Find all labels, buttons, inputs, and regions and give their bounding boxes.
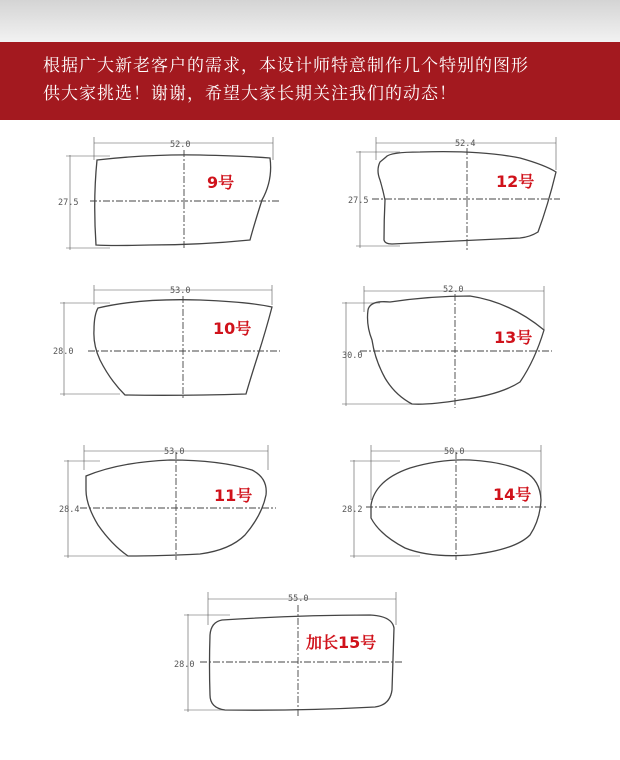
lens-15-width-value: 55.0 (288, 594, 309, 604)
lens-10-diagram (53, 285, 280, 398)
lens-14-label: 14号 (493, 485, 532, 504)
lens-13-outline (368, 296, 545, 404)
lens-10-label: 10号 (213, 319, 252, 338)
lens-15-diagram (174, 592, 404, 716)
lens-13-diagram (342, 285, 552, 408)
banner-text-line-1: 根据广大新老客户的需求，本设计师特意制作几个特别的图形 (43, 56, 529, 76)
lens-10-height-value: 28.0 (53, 347, 74, 357)
lens-14-height-value: 28.2 (342, 505, 363, 515)
lens-11-label: 11号 (214, 486, 253, 505)
lens-9-label: 9号 (207, 173, 235, 192)
lens-12-diagram (348, 137, 560, 250)
lens-9-diagram (58, 137, 280, 250)
banner-text-line-2: 供大家挑选！谢谢，希望大家长期关注我们的动态！ (43, 84, 457, 104)
lens-12-height-value: 27.5 (348, 196, 369, 206)
lens-11-width-value: 53.0 (164, 447, 185, 457)
lens-13-height-value: 30.0 (342, 351, 363, 361)
lens-12-width-value: 52.4 (455, 139, 476, 149)
lens-15-outline (210, 615, 395, 710)
lens-9-width-value: 52.0 (170, 140, 191, 150)
lens-13-label: 13号 (494, 328, 533, 347)
lens-11-height-value: 28.4 (59, 505, 80, 515)
lens-11-diagram (59, 445, 276, 560)
lens-15-label: 加长15号 (306, 633, 377, 652)
lens-10-width-value: 53.0 (170, 286, 191, 296)
lens-12-label: 12号 (496, 172, 535, 191)
lens-13-width-value: 52.0 (443, 285, 464, 295)
lens-15-height-value: 28.0 (174, 660, 195, 670)
lens-14-width-value: 50.0 (444, 447, 465, 457)
lens-9-outline (95, 155, 271, 246)
lens-14-diagram (342, 445, 546, 560)
lens-9-height-value: 27.5 (58, 198, 79, 208)
